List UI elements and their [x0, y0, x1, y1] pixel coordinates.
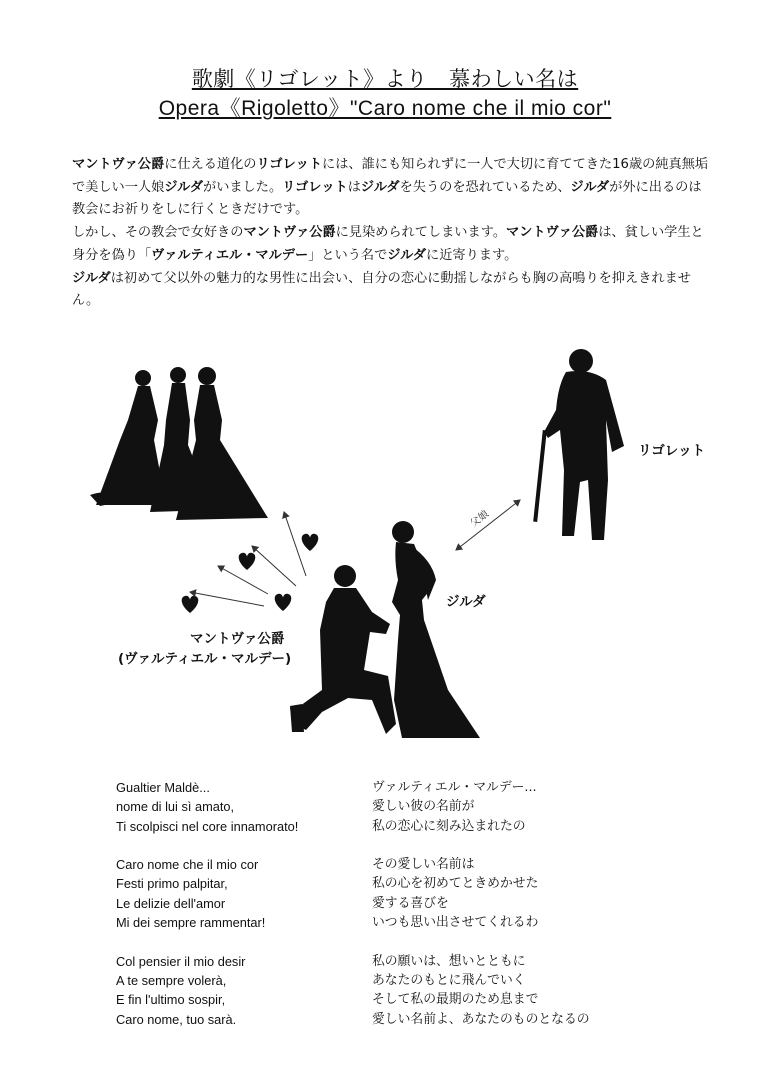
japanese-lyric-line: 愛しい名前よ、あなたのものとなるの: [372, 1011, 590, 1027]
intro-run: には、誰にも知られずに一人で大切に育ててきた16歳の純真無垢で美しい一人娘: [72, 157, 709, 195]
intro-run: しかし、その教会で女好きの: [72, 225, 244, 241]
intro-paragraph-1: [72, 222, 712, 267]
japanese-lyric-line: あなたのもとに飛んでいく: [372, 972, 526, 988]
intro-run: ジルダ: [387, 247, 427, 263]
page-title-english: Opera《Rigoletto》"Caro nome che il mio cor": [158, 97, 612, 120]
italian-lyric-line: Ti scolpisci nel core innamorato!: [116, 818, 299, 834]
duke-label: マントヴァ公爵: [190, 631, 285, 647]
intro-run: ジルダ: [360, 179, 400, 195]
japanese-lyric-line: そして私の最期のため息まで: [372, 992, 539, 1008]
intro-run: に近寄ります。: [426, 247, 518, 263]
ladies-silhouette: [90, 367, 268, 520]
japanese-lyric-line: 愛する喜びを: [372, 895, 449, 911]
italian-lyric-line: nome di lui sì amato,: [116, 799, 235, 815]
intro-run: ジルダ: [570, 179, 610, 195]
relation-arrow-icon: [456, 500, 520, 550]
intro-run: マントヴァ公爵: [506, 225, 599, 241]
japanese-lyric-stanza: [372, 952, 590, 1029]
gilda-label: ジルダ: [446, 594, 486, 610]
lyrics-japanese: [372, 778, 590, 1048]
japanese-lyric-line: その愛しい名前は: [372, 857, 475, 873]
italian-lyric-line: Col pensier il mio desir: [116, 953, 246, 969]
italian-lyric-line: Mi dei sempre rammentar!: [116, 915, 266, 931]
japanese-lyric-line: 私の願いは、想いとともに: [372, 953, 526, 969]
italian-lyric-stanza: [116, 952, 298, 1029]
italian-lyric-line: Festi primo palpitar,: [116, 876, 228, 892]
intro-run: を失うのを恐れているため、: [399, 179, 571, 195]
italian-lyric-line: Caro nome che il mio cor: [116, 857, 259, 873]
intro-run: は、貧しい学生と身分を偽り「: [72, 225, 704, 263]
intro-run: リゴレット: [282, 179, 348, 195]
japanese-lyric-line: 愛しい彼の名前が: [372, 799, 475, 815]
heart-icon: [182, 534, 319, 613]
intro-run: は初めて父以外の魅力的な男性に出会い、自分の恋心に動揺しながらも胸の高鳴りを抑えきれません。: [72, 270, 691, 309]
japanese-lyric-stanza: [372, 855, 590, 932]
intro-run: マントヴァ公爵: [72, 157, 165, 172]
intro-run: ジルダ: [164, 179, 204, 195]
duke-alias-label: (ヴァルティエル・マルデー): [118, 651, 292, 667]
scene-illustration: [0, 330, 770, 770]
intro-run: 」という名で: [308, 247, 388, 263]
rigoletto-silhouette: [533, 349, 624, 540]
italian-lyric-line: E fin l'ultimo sospir,: [116, 992, 226, 1008]
relation-label: 父娘: [468, 508, 492, 530]
japanese-lyric-line: ヴァルティエル・マルデー...: [372, 780, 537, 795]
rigoletto-label: リゴレット: [638, 443, 706, 459]
italian-lyric-stanza: [116, 855, 298, 932]
lyrics-italian: [116, 778, 298, 1048]
italian-lyric-stanza: [116, 778, 298, 836]
intro-run: ジルダ: [72, 270, 111, 286]
intro-run: は: [347, 179, 361, 195]
intro-run: リゴレット: [256, 157, 323, 172]
italian-lyric-line: Le delizie dell'amor: [116, 895, 226, 911]
japanese-lyric-stanza: [372, 778, 590, 836]
intro-run: に仕える道化の: [164, 157, 257, 172]
intro-run: が外に出るのは教会にお祈りをしに行くときだけです。: [72, 179, 702, 218]
italian-lyric-line: Gualtier Maldè...: [116, 780, 210, 795]
intro-run: に見染められてしまいます。: [335, 225, 507, 241]
intro-paragraph-2: [72, 268, 712, 313]
couple-silhouette: [290, 521, 480, 738]
japanese-lyric-line: いつも思い出させてくれるわ: [372, 915, 539, 931]
intro-run: ヴァルティエル・マルデー: [151, 247, 309, 263]
italian-lyric-line: Caro nome, tuo sarà.: [116, 1011, 237, 1027]
intro-paragraph-0: [72, 154, 712, 222]
page-title-japanese: 歌劇《リゴレット》より 慕わしい名は: [191, 67, 579, 91]
japanese-lyric-line: 私の恋心に刻み込まれたの: [372, 818, 526, 834]
japanese-lyric-line: 私の心を初めてときめかせた: [372, 876, 539, 892]
italian-lyric-line: A te sempre volerà,: [116, 972, 227, 988]
intro-run: がいました。: [203, 179, 283, 195]
intro-paragraph: [72, 154, 712, 313]
intro-run: マントヴァ公爵: [243, 225, 336, 241]
